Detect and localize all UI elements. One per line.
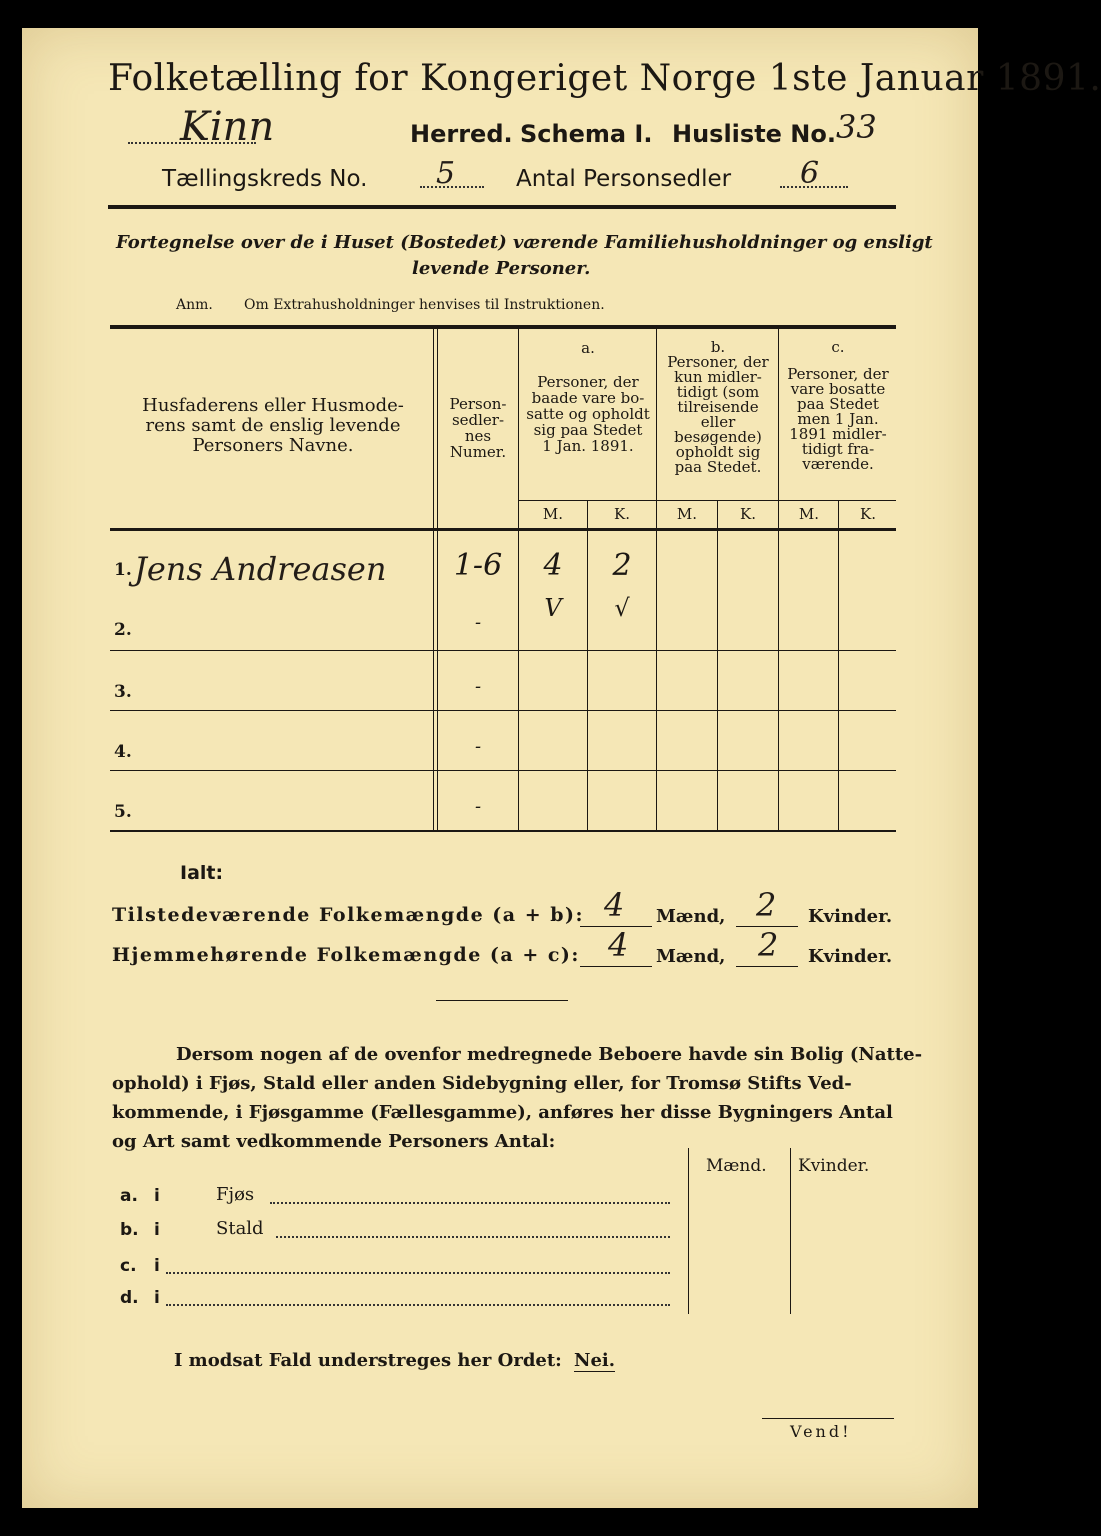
hjemmehorende-label: Hjemmehørende Folkemængde (a + c): [112, 944, 580, 966]
item-a-dotline [270, 1202, 670, 1204]
row-num-value: - [474, 796, 482, 817]
a-k-label: K. [614, 505, 630, 523]
tilstedevaerende-label: Tilstedeværende Folkemængde (a + b): [112, 904, 585, 926]
anm-text: Om Extrahusholdninger henvises til Instruktionen. [244, 297, 605, 313]
col-header-num: Person- sedler- nes Numer. [449, 395, 507, 461]
hjem-maend: Mænd, [656, 946, 726, 967]
tilst-kvinder: Kvinder. [808, 906, 893, 927]
row-number: 5. [114, 802, 132, 822]
item-b-dotline [276, 1236, 670, 1238]
antal-dotline [780, 186, 848, 188]
hjem-m-value: 4 [608, 926, 629, 964]
c-m-label: M. [798, 505, 820, 523]
maend-col-line [688, 1148, 689, 1314]
kreds-value: 5 [436, 156, 456, 191]
b-k-label: K. [740, 505, 756, 523]
row-num-value: - [474, 612, 482, 633]
kreds-dotline [420, 186, 484, 188]
col-divider [656, 329, 657, 830]
item-a-i: i [154, 1186, 160, 1206]
a-m-label: M. [542, 505, 564, 523]
row-number: 4. [114, 742, 132, 762]
mk-divider [518, 500, 896, 501]
item-b-letter: b. [120, 1220, 139, 1240]
anm-label: Anm. [176, 297, 213, 313]
modsat-text: I modsat Fald understreges her Ordet: [174, 1350, 562, 1371]
schema-label: Schema I. [520, 120, 653, 148]
row-num-value: 1-6 [453, 548, 503, 583]
col-divider [717, 500, 718, 830]
antal-value: 6 [800, 156, 820, 191]
tilst-maend: Mænd, [656, 906, 726, 927]
row-num-value: - [474, 676, 482, 697]
intro-line1: Fortegnelse over de i Huset (Bostedet) værende Familiehusholdninger og ensligt [116, 232, 933, 253]
row-number: 2. [114, 620, 132, 640]
col-header-a: a. Personer, der baade vare bo- satte og opholdt sig paa Stedet 1 Jan. 1891. [526, 339, 650, 455]
item-d-i: i [154, 1288, 160, 1308]
hjem-m-line [580, 966, 652, 967]
hjem-k-value: 2 [758, 926, 779, 964]
tilst-m-value: 4 [604, 886, 625, 924]
vend-rule [762, 1418, 894, 1419]
antal-label: Antal Personsedler [516, 166, 732, 192]
a-m-value: 4 [543, 548, 563, 583]
a-k-value: 2 [612, 548, 632, 583]
col-header-c: c. Personer, der vare bosatte paa Stedet men 1 Jan. 1891 midler- tidigt fra- værende. [787, 338, 889, 473]
col-divider [433, 329, 434, 830]
item-d-letter: d. [120, 1288, 139, 1308]
a-k-check: √ [614, 594, 630, 622]
vend-text: Vend! [790, 1422, 852, 1441]
table-bottom-rule [110, 830, 896, 832]
maend-col-label: Mænd. [706, 1156, 767, 1176]
person-name: Jens Andreasen [134, 550, 387, 588]
herred-value: Kinn [180, 104, 275, 150]
hjem-k-line [736, 966, 798, 967]
col-header-names: Husfaderens eller Husmode- rens samt de enslig levende Personers Navne. [142, 395, 404, 456]
b-m-label: M. [676, 505, 698, 523]
item-d-dotline [166, 1304, 670, 1306]
header-rule [108, 205, 896, 209]
col-divider [838, 500, 839, 830]
item-c-dotline [166, 1272, 670, 1274]
row-number: 3. [114, 682, 132, 702]
item-c-letter: c. [120, 1256, 137, 1276]
tilst-k-value: 2 [756, 886, 777, 924]
col-divider [518, 329, 519, 830]
item-c-i: i [154, 1256, 160, 1276]
col-divider [778, 329, 779, 830]
col-header-b: b. Personer, der kun midler- tidigt (som tilreisende eller besøgende) opholdt sig paa Stedet. [667, 338, 769, 476]
ialt-label: Ialt: [180, 862, 224, 884]
item-a-text: Fjøs [216, 1184, 255, 1205]
c-k-label: K. [860, 505, 876, 523]
husliste-value: 33 [836, 108, 877, 146]
sidebygning-instructions: Dersom nogen af de ovenfor medregnede Beboere havde sin Bolig (Natte- ophold) i Fjøs, Stald eller anden Sidebygning eller, for Tromsø Stifts Ved- kommende, i Fjøsgamme (Fællesgamme), anføres her disse Bygningers Antal og Art samt vedkommende Personers Antal: [112, 1044, 923, 1152]
divider-short [436, 1000, 568, 1001]
kvinder-col-line [790, 1148, 791, 1314]
nei-word: Nei. [574, 1350, 616, 1371]
item-b-i: i [154, 1220, 160, 1240]
item-b-text: Stald [216, 1218, 264, 1239]
col-divider [437, 329, 438, 830]
row-number: 1. [114, 560, 132, 580]
row-num-value: - [474, 736, 482, 757]
husliste-label: Husliste No. [672, 120, 836, 148]
intro-line2: levende Personer. [412, 258, 591, 279]
kvinder-col-label: Kvinder. [798, 1156, 870, 1176]
item-a-letter: a. [120, 1186, 138, 1206]
hjem-kvinder: Kvinder. [808, 946, 893, 967]
herred-label: Herred. [410, 120, 513, 148]
form-title: Folketælling for Kongeriget Norge 1ste Januar 1891. [108, 58, 1101, 99]
kreds-label: Tællingskreds No. [162, 166, 368, 192]
a-m-check: V [544, 594, 562, 622]
